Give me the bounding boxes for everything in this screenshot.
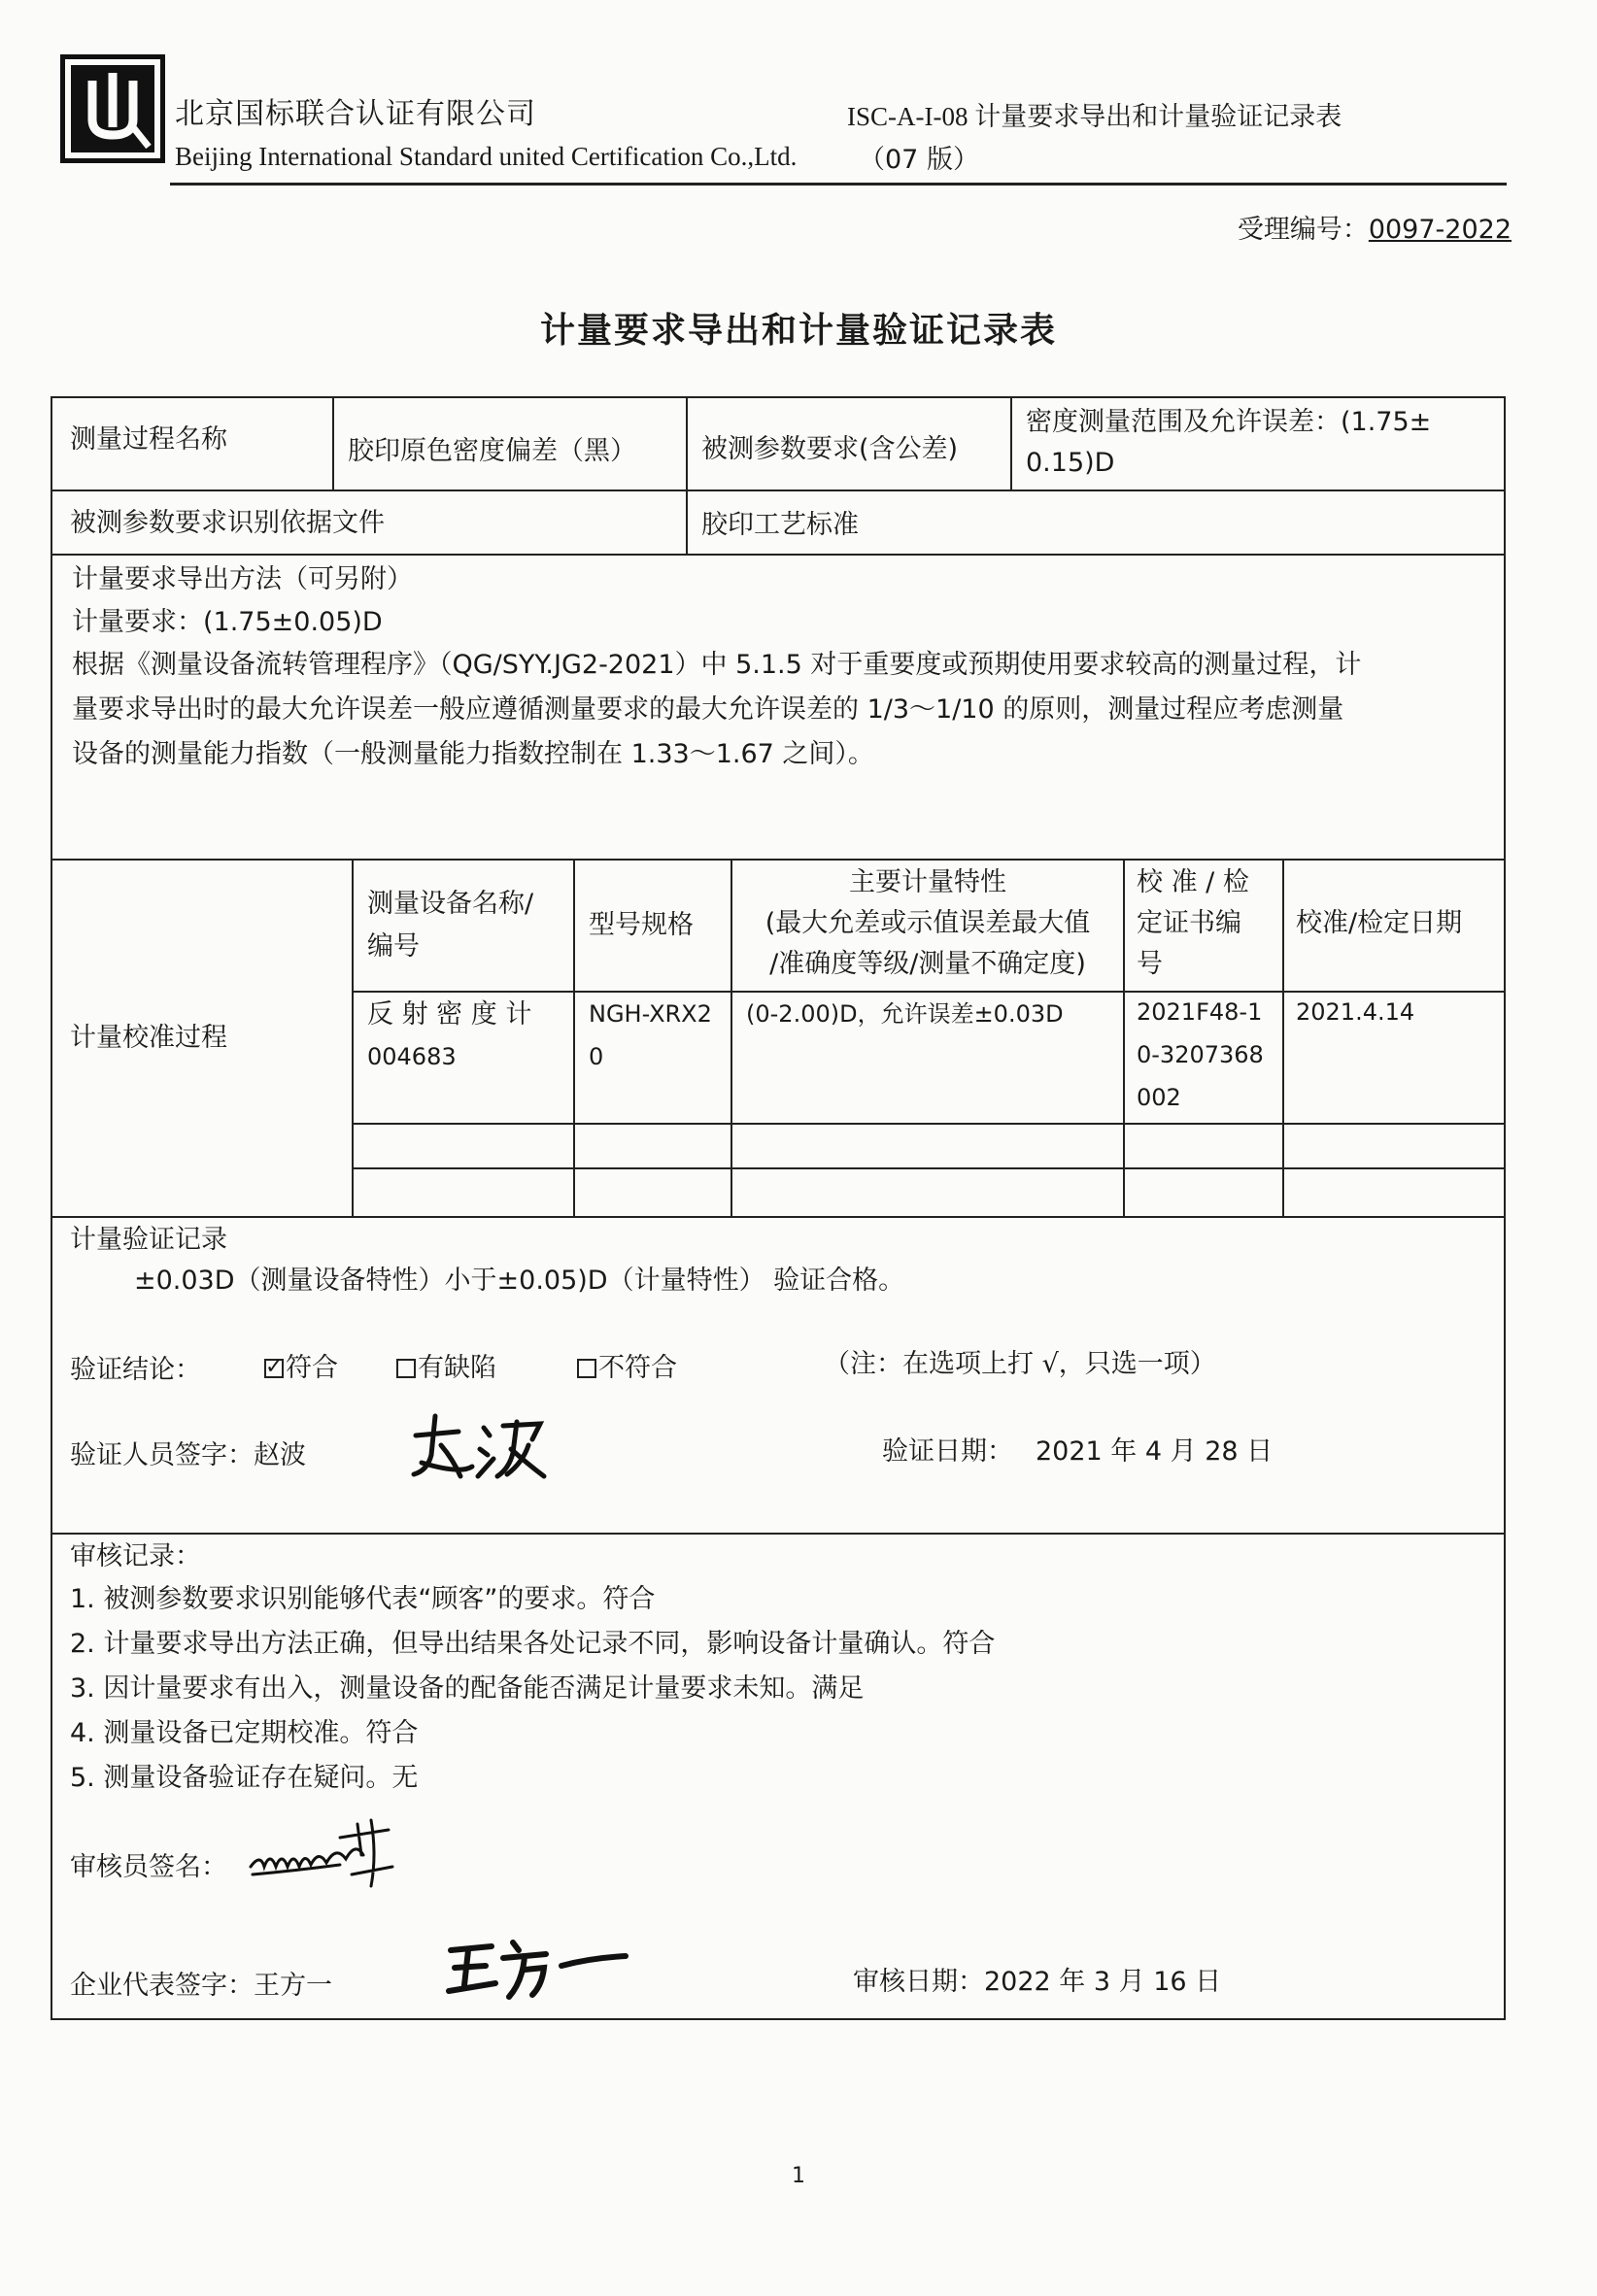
option-conform[interactable]: [264, 1350, 338, 1387]
row-divider: [52, 554, 1504, 556]
verification-date-label: 验证日期：: [882, 1436, 1013, 1467]
col-header-certificate-line2: 定证书编: [1137, 908, 1241, 938]
col-divider: [573, 859, 575, 1216]
review-item: 4. 测量设备已定期校准。符合: [70, 1718, 419, 1748]
col-header-certificate-line1: 校 准 / 检: [1137, 867, 1249, 897]
option-conform-label: 符合: [286, 1353, 338, 1383]
row-divider: [52, 490, 1504, 491]
logo-mark-icon: [65, 59, 160, 158]
col-header-model: 型号规格: [589, 910, 694, 940]
process-name-label: 测量过程名称: [70, 424, 227, 455]
verifier-signature: [402, 1406, 548, 1486]
option-nonconform[interactable]: [577, 1350, 677, 1387]
page-title: 计量要求导出和计量验证记录表: [539, 311, 1057, 351]
calibration-date: 2021.4.14: [1296, 998, 1415, 1026]
option-defect-label: 有缺陷: [418, 1353, 496, 1383]
param-requirement-value-line2: 0.15)D: [1026, 448, 1115, 478]
company-name-en: Beijing International Standard united Certification Co.,Ltd.: [175, 142, 798, 171]
document-version: （07 版）: [859, 145, 979, 175]
review-date: 审核日期：2022 年 3 月 16 日: [853, 1967, 1222, 1997]
review-item: 5. 测量设备验证存在疑问。无: [70, 1763, 419, 1793]
equipment-characteristic: (0-2.00)D，允许误差±0.03D: [746, 1000, 1064, 1028]
param-requirement-value-line1: 密度测量范围及允许误差：(1.75±: [1026, 407, 1432, 437]
verification-record: ±0.03D（测量设备特性）小于±0.05)D（计量特性） 验证合格。: [134, 1266, 905, 1296]
derivation-text-line1: 根据《测量设备流转管理程序》（QG/SYY.JG2-2021）中 5.1.5 对于重要度或预期使用要求较高的测量过程，计: [72, 650, 1362, 680]
reviewer-signature: [247, 1816, 422, 1894]
col-header-equipment-line2: 编号: [367, 931, 420, 962]
review-item: 1. 被测参数要求识别能够代表“顾客”的要求。符合: [70, 1584, 656, 1614]
option-defect[interactable]: [396, 1350, 496, 1387]
col-header-certificate-line3: 号: [1137, 949, 1163, 979]
header-divider: [170, 183, 1507, 186]
company-name-cn: 北京国标联合认证有限公司: [175, 97, 536, 131]
checkbox-icon[interactable]: [577, 1359, 596, 1378]
certificate-number-line1: 2021F48-1: [1137, 998, 1263, 1026]
row-divider: [352, 1167, 1504, 1169]
enterprise-signature: [445, 1937, 629, 2001]
col-header-equipment-line1: 测量设备名称/: [367, 889, 534, 919]
col-header-characteristic-line2: (最大允差或示值误差最大值: [765, 908, 1091, 938]
document-code: ISC-A-I-08 计量要求导出和计量验证记录表: [847, 102, 1342, 131]
receipt-label: 受理编号：: [1237, 215, 1369, 245]
derived-requirement: 计量要求：(1.75±0.05)D: [72, 607, 383, 637]
col-header-characteristic-line3: /准确度等级/测量不确定度): [769, 949, 1086, 979]
col-divider: [1010, 398, 1012, 490]
certificate-number-line3: 002: [1137, 1084, 1181, 1111]
basis-document-value: 胶印工艺标准: [701, 510, 859, 540]
param-requirement-label: 被测参数要求(含公差): [701, 434, 959, 464]
row-divider: [52, 1216, 1504, 1218]
col-divider: [332, 398, 334, 490]
row-divider: [52, 859, 1504, 861]
review-heading: 审核记录：: [70, 1541, 201, 1571]
row-divider: [352, 991, 1504, 993]
receipt-number: [1238, 208, 1512, 246]
page-number: 1: [792, 2164, 805, 2188]
equipment-model-line1: NGH-XRX2: [589, 1000, 712, 1028]
process-name-value: 胶印原色密度偏差（黑）: [348, 436, 636, 466]
checkbox-icon[interactable]: [396, 1359, 416, 1378]
enterprise-rep-label: 企业代表签字：王方一: [70, 1971, 332, 2001]
calibration-process-label: 计量校准过程: [70, 1023, 227, 1053]
col-divider: [1123, 859, 1125, 1216]
row-divider: [352, 1123, 1504, 1125]
record-form: [51, 396, 1506, 2020]
reviewer-label: 审核员签名：: [70, 1852, 227, 1882]
company-logo: [60, 54, 165, 163]
row-divider: [52, 1533, 1504, 1535]
conclusion-label: 验证结论：: [70, 1355, 201, 1385]
equipment-name: 反 射 密 度 计: [367, 999, 532, 1030]
verification-heading: 计量验证记录: [70, 1225, 227, 1255]
derivation-heading: 计量要求导出方法（可另附）: [72, 564, 413, 594]
option-nonconform-label: 不符合: [598, 1353, 677, 1383]
col-divider: [686, 398, 688, 554]
col-divider: [1282, 859, 1284, 1216]
verifier-label: 验证人员签字：赵波: [70, 1440, 306, 1470]
verification-date-value: 2021 年 4 月 28 日: [1036, 1436, 1274, 1467]
equipment-number: 004683: [367, 1043, 457, 1070]
review-item: 3. 因计量要求有出入，测量设备的配备能否满足计量要求未知。满足: [70, 1673, 865, 1704]
receipt-value: 0097-2022: [1368, 215, 1512, 245]
checked-box-icon[interactable]: [264, 1359, 284, 1378]
derivation-text-line2: 量要求导出时的最大允许误差一般应遵循测量要求的最大允许误差的 1/3～1/10 的原则，测量过程应考虑测量: [72, 694, 1344, 725]
basis-document-label: 被测参数要求识别依据文件: [70, 508, 385, 538]
equipment-model-line2: 0: [589, 1043, 604, 1070]
col-header-characteristic-line1: 主要计量特性: [849, 867, 1006, 897]
col-header-date: 校准/检定日期: [1296, 908, 1463, 938]
review-item: 2. 计量要求导出方法正确，但导出结果各处记录不同，影响设备计量确认。符合: [70, 1629, 996, 1659]
col-divider: [352, 859, 354, 1216]
selection-note: （注：在选项上打 √，只选一项）: [824, 1349, 1216, 1379]
derivation-text-line3: 设备的测量能力指数（一般测量能力指数控制在 1.33～1.67 之间）。: [72, 739, 874, 769]
certificate-number-line2: 0-3207368: [1137, 1041, 1264, 1068]
